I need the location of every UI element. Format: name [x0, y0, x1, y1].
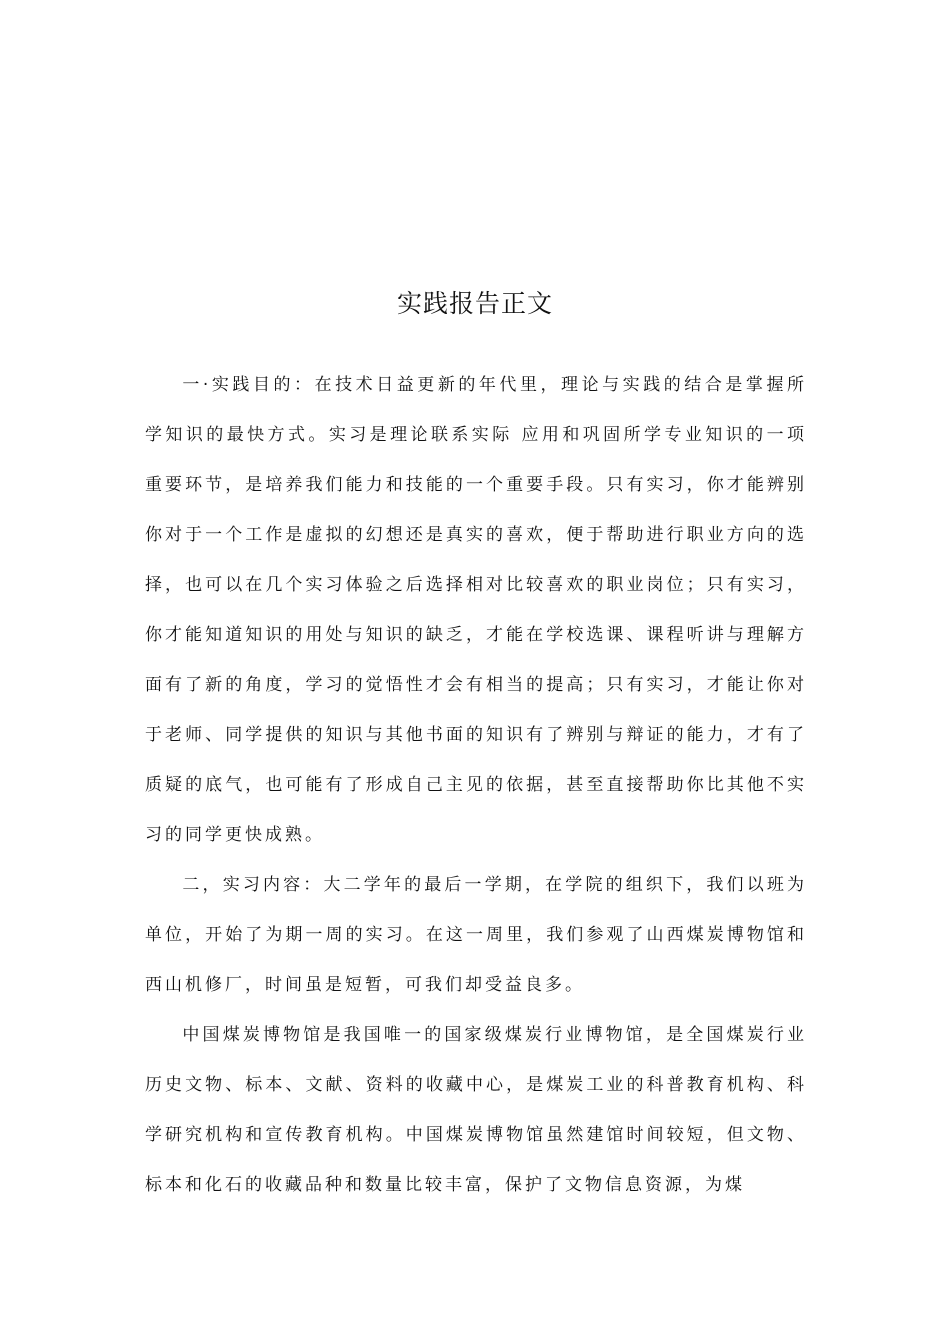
- page-title: 实践报告正文: [396, 289, 553, 318]
- paragraph-purpose: 一·实践目的：在技术日益更新的年代里，理论与实践的结合是掌握所学知识的最快方式。实习是理论联系实际 应用和巩固所学专业知识的一项重要环节，是培养我们能力和技能的一个重要手段。只有实习，你才能辨别你对于一个工作是虚拟的幻想还是真实的喜欢，便于帮助进行职业方向的选择，也可以在几个实习体验之后选择相对比较喜欢的职业岗位；只有实习，你才能知道知识的用处与知识的缺乏，才能在学校选课、课程听讲与理解方面有了新的角度，学习的觉悟性才会有相当的提高；只有实习，才能让你对于老师、同学提供的知识与其他书面的知识有了辨别与辩证的能力，才有了质疑的底气，也可能有了形成自己主见的依据，甚至直接帮助你比其他不实习的同学更快成熟。: [145, 375, 807, 845]
- paragraph-museum: 中国煤炭博物馆是我国唯一的国家级煤炭行业博物馆，是全国煤炭行业历史文物、标本、文献、资料的收藏中心，是煤炭工业的科普教育机构、科学研究机构和宣传教育机构。中国煤炭博物馆虽然建馆时间较短，但文物、标本和化石的收藏品种和数量比较丰富，保护了文物信息资源，为煤: [145, 1025, 807, 1195]
- body-text: [145, 360, 807, 1210]
- paragraph-content: 二，实习内容：大二学年的最后一学期，在学院的组织下，我们以班为单位，开始了为期一周的实习。在这一周里，我们参观了山西煤炭博物馆和西山机修厂，时间虽是短暂，可我们却受益良多。: [145, 875, 807, 995]
